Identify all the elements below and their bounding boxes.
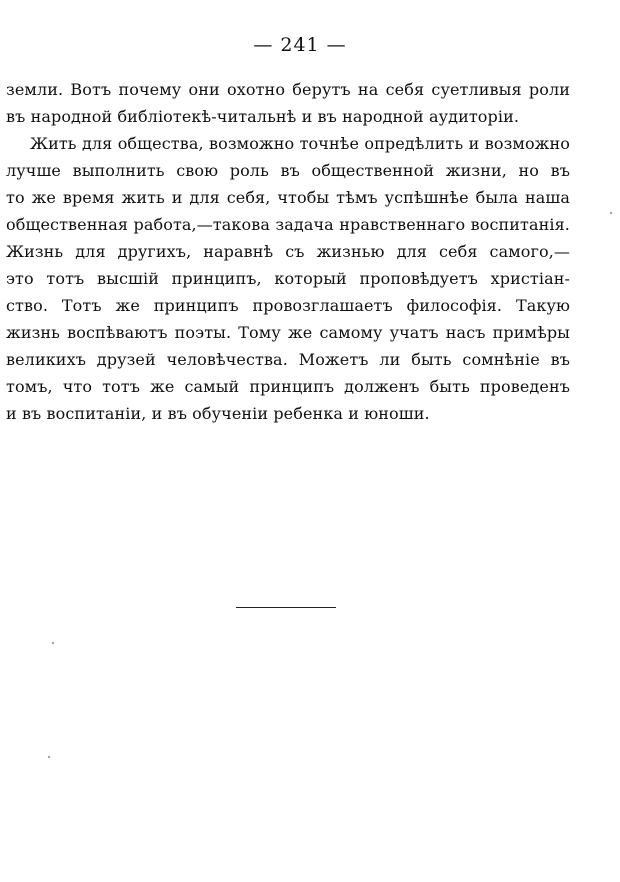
text-line: жизнь воспѣваютъ поэты. Тому же самому учатъ насъ примѣры <box>6 323 570 342</box>
end-rule <box>236 607 336 608</box>
text-line: въ народной библіотекѣ-читальнѣ и въ народной аудиторіи. <box>6 107 520 126</box>
text-line: общественная работа,—такова задача нравственнаго воспитанія. <box>6 215 570 234</box>
text-line: Жить для общества, возможно точнѣе опредѣлить и возможно <box>30 134 570 153</box>
text-line: то же время жить и для себя, чтобы тѣмъ успѣшнѣе была наша <box>6 188 570 207</box>
paper-speck <box>610 212 612 214</box>
text-line: это тотъ высшій принципъ, который проповѣдуетъ христіан- <box>6 269 570 288</box>
text-line: и въ воспитаніи, и въ обученіи ребенка и юноши. <box>6 404 430 423</box>
paper-speck <box>52 642 54 644</box>
text-line: великихъ друзей человѣчества. Можетъ ли быть сомнѣніе въ <box>6 350 570 369</box>
text-line: томъ, что тотъ же самый принципъ долженъ быть проведенъ <box>6 377 570 396</box>
body-text <box>6 76 570 427</box>
text-line: ство. Тотъ же принципъ провозглашаетъ философія. Такую <box>6 296 570 315</box>
text-line: земли. Вотъ почему они охотно берутъ на себя суетливыя роли <box>6 80 570 99</box>
paragraph-1 <box>6 76 570 130</box>
text-line: Жизнь для другихъ, наравнѣ съ жизнью для себя самого,— <box>6 242 570 261</box>
page-number: — 241 — <box>253 34 347 56</box>
paper-speck <box>48 756 50 758</box>
text-line: лучше выполнить свою роль въ общественной жизни, но въ <box>6 161 570 180</box>
paragraph-2 <box>6 130 570 427</box>
